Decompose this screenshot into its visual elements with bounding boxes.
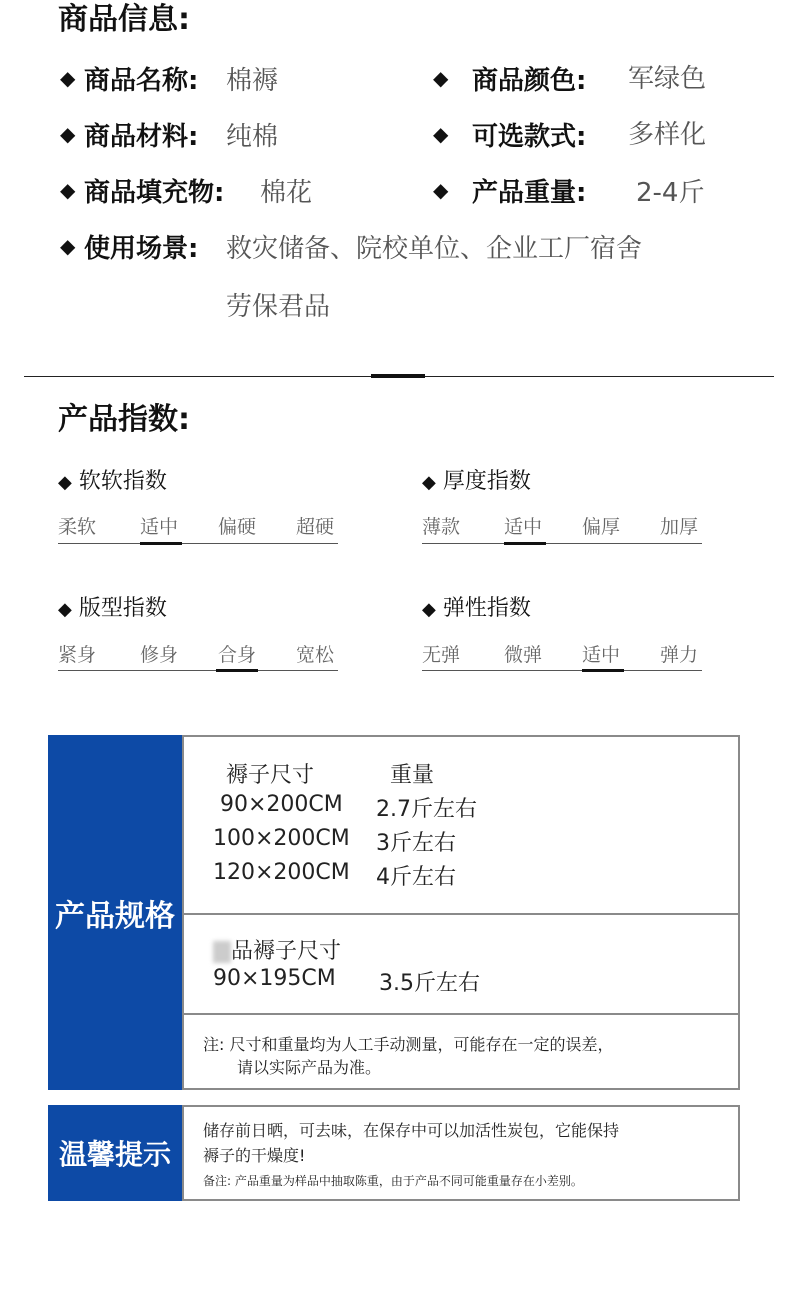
spec-weight: 2.7斤左右 xyxy=(376,797,477,822)
index-scale-line xyxy=(422,543,702,544)
index-option: 无弹 xyxy=(422,644,461,666)
index-option-selected: 适中 xyxy=(582,644,621,666)
spec-header-weight: 重量 xyxy=(390,763,435,788)
info-value-continued: 劳保君品 xyxy=(226,292,331,322)
index-option: 宽松 xyxy=(296,644,335,666)
info-label: 商品名称: xyxy=(84,66,199,96)
index-title: ◆ 软软指数 xyxy=(58,469,167,494)
spec-weight: 3斤左右 xyxy=(376,831,456,856)
product-index-title: 产品指数: xyxy=(58,402,190,437)
index-option: 弹力 xyxy=(660,644,699,666)
index-option: 薄款 xyxy=(422,516,461,538)
spec-note-line1: 注: 尺寸和重量均为人工手动测量，可能存在一定的误差， xyxy=(203,1035,614,1054)
spec-size: 100×200CM xyxy=(213,826,350,851)
info-label: 可选款式: xyxy=(472,122,587,152)
info-label: 商品材料: xyxy=(84,122,199,152)
spec-note-line2: 请以实际产品为准。 xyxy=(237,1058,382,1077)
product-info-title: 商品信息: xyxy=(58,2,190,37)
spec-special-weight: 3.5斤左右 xyxy=(379,971,480,996)
info-value: 救灾储备、院校单位、企业工厂宿舍 xyxy=(226,234,643,264)
spec-size: 90×200CM xyxy=(220,792,343,817)
index-selected-marker xyxy=(140,542,182,545)
index-option-selected: 适中 xyxy=(504,516,543,538)
info-value: 纯棉 xyxy=(226,122,279,152)
bullet-diamond-icon: ◆ xyxy=(433,66,449,90)
info-value: 多样化 xyxy=(628,120,707,150)
index-scale-line xyxy=(58,543,338,544)
index-option: 修身 xyxy=(140,644,179,666)
tips-side-label: 温馨提示 xyxy=(48,1105,182,1201)
spec-special-header: 品褥子尺寸 xyxy=(213,934,341,965)
bullet-diamond-icon: ◆ xyxy=(422,599,436,620)
bullet-diamond-icon: ◆ xyxy=(60,178,76,202)
spec-side-label: 产品规格 xyxy=(48,735,182,1090)
index-option-selected: 适中 xyxy=(140,516,179,538)
index-option: 柔软 xyxy=(58,516,97,538)
index-scale-line xyxy=(422,670,702,671)
index-option: 超硬 xyxy=(296,516,335,538)
section-divider-mark xyxy=(371,374,425,378)
index-title: ◆ 厚度指数 xyxy=(422,469,531,494)
index-selected-marker xyxy=(216,669,258,672)
bullet-diamond-icon: ◆ xyxy=(433,178,449,202)
index-selected-marker xyxy=(582,669,624,672)
index-title: ◆ 弹性指数 xyxy=(422,596,531,621)
info-value: 2-4斤 xyxy=(636,178,705,208)
spec-special-size: 90×195CM xyxy=(213,966,336,991)
bullet-diamond-icon: ◆ xyxy=(422,472,436,493)
index-option: 偏厚 xyxy=(582,516,621,538)
index-option-selected: 合身 xyxy=(218,644,257,666)
index-title: ◆ 版型指数 xyxy=(58,596,167,621)
bullet-diamond-icon: ◆ xyxy=(58,599,72,620)
blurred-mark xyxy=(213,941,231,963)
bullet-diamond-icon: ◆ xyxy=(60,122,76,146)
spec-header-size: 褥子尺寸 xyxy=(226,763,315,788)
info-label: 使用场景: xyxy=(84,234,199,264)
index-selected-marker xyxy=(504,542,546,545)
index-scale-line xyxy=(58,670,338,671)
info-label: 商品颜色: xyxy=(472,66,587,96)
index-option: 偏硬 xyxy=(218,516,257,538)
info-label: 产品重量: xyxy=(472,178,587,208)
info-label: 商品填充物: xyxy=(84,178,225,208)
bullet-diamond-icon: ◆ xyxy=(58,472,72,493)
info-value: 棉褥 xyxy=(226,66,279,96)
spec-size: 120×200CM xyxy=(213,860,350,885)
index-option: 微弹 xyxy=(504,644,543,666)
info-value: 军绿色 xyxy=(628,64,707,94)
bullet-diamond-icon: ◆ xyxy=(60,66,76,90)
spec-weight: 4斤左右 xyxy=(376,865,456,890)
index-option: 加厚 xyxy=(660,516,699,538)
bullet-diamond-icon: ◆ xyxy=(60,234,76,258)
index-option: 紧身 xyxy=(58,644,97,666)
bullet-diamond-icon: ◆ xyxy=(433,122,449,146)
tips-line2: 褥子的干燥度! xyxy=(203,1146,306,1165)
tips-line1: 储存前日晒，可去味，在保存中可以加活性炭包，它能保持 xyxy=(203,1121,620,1140)
info-value: 棉花 xyxy=(260,178,313,208)
tips-small-note: 备注: 产品重量为样品中抽取陈重，由于产品不同可能重量存在小差别。 xyxy=(203,1174,583,1188)
